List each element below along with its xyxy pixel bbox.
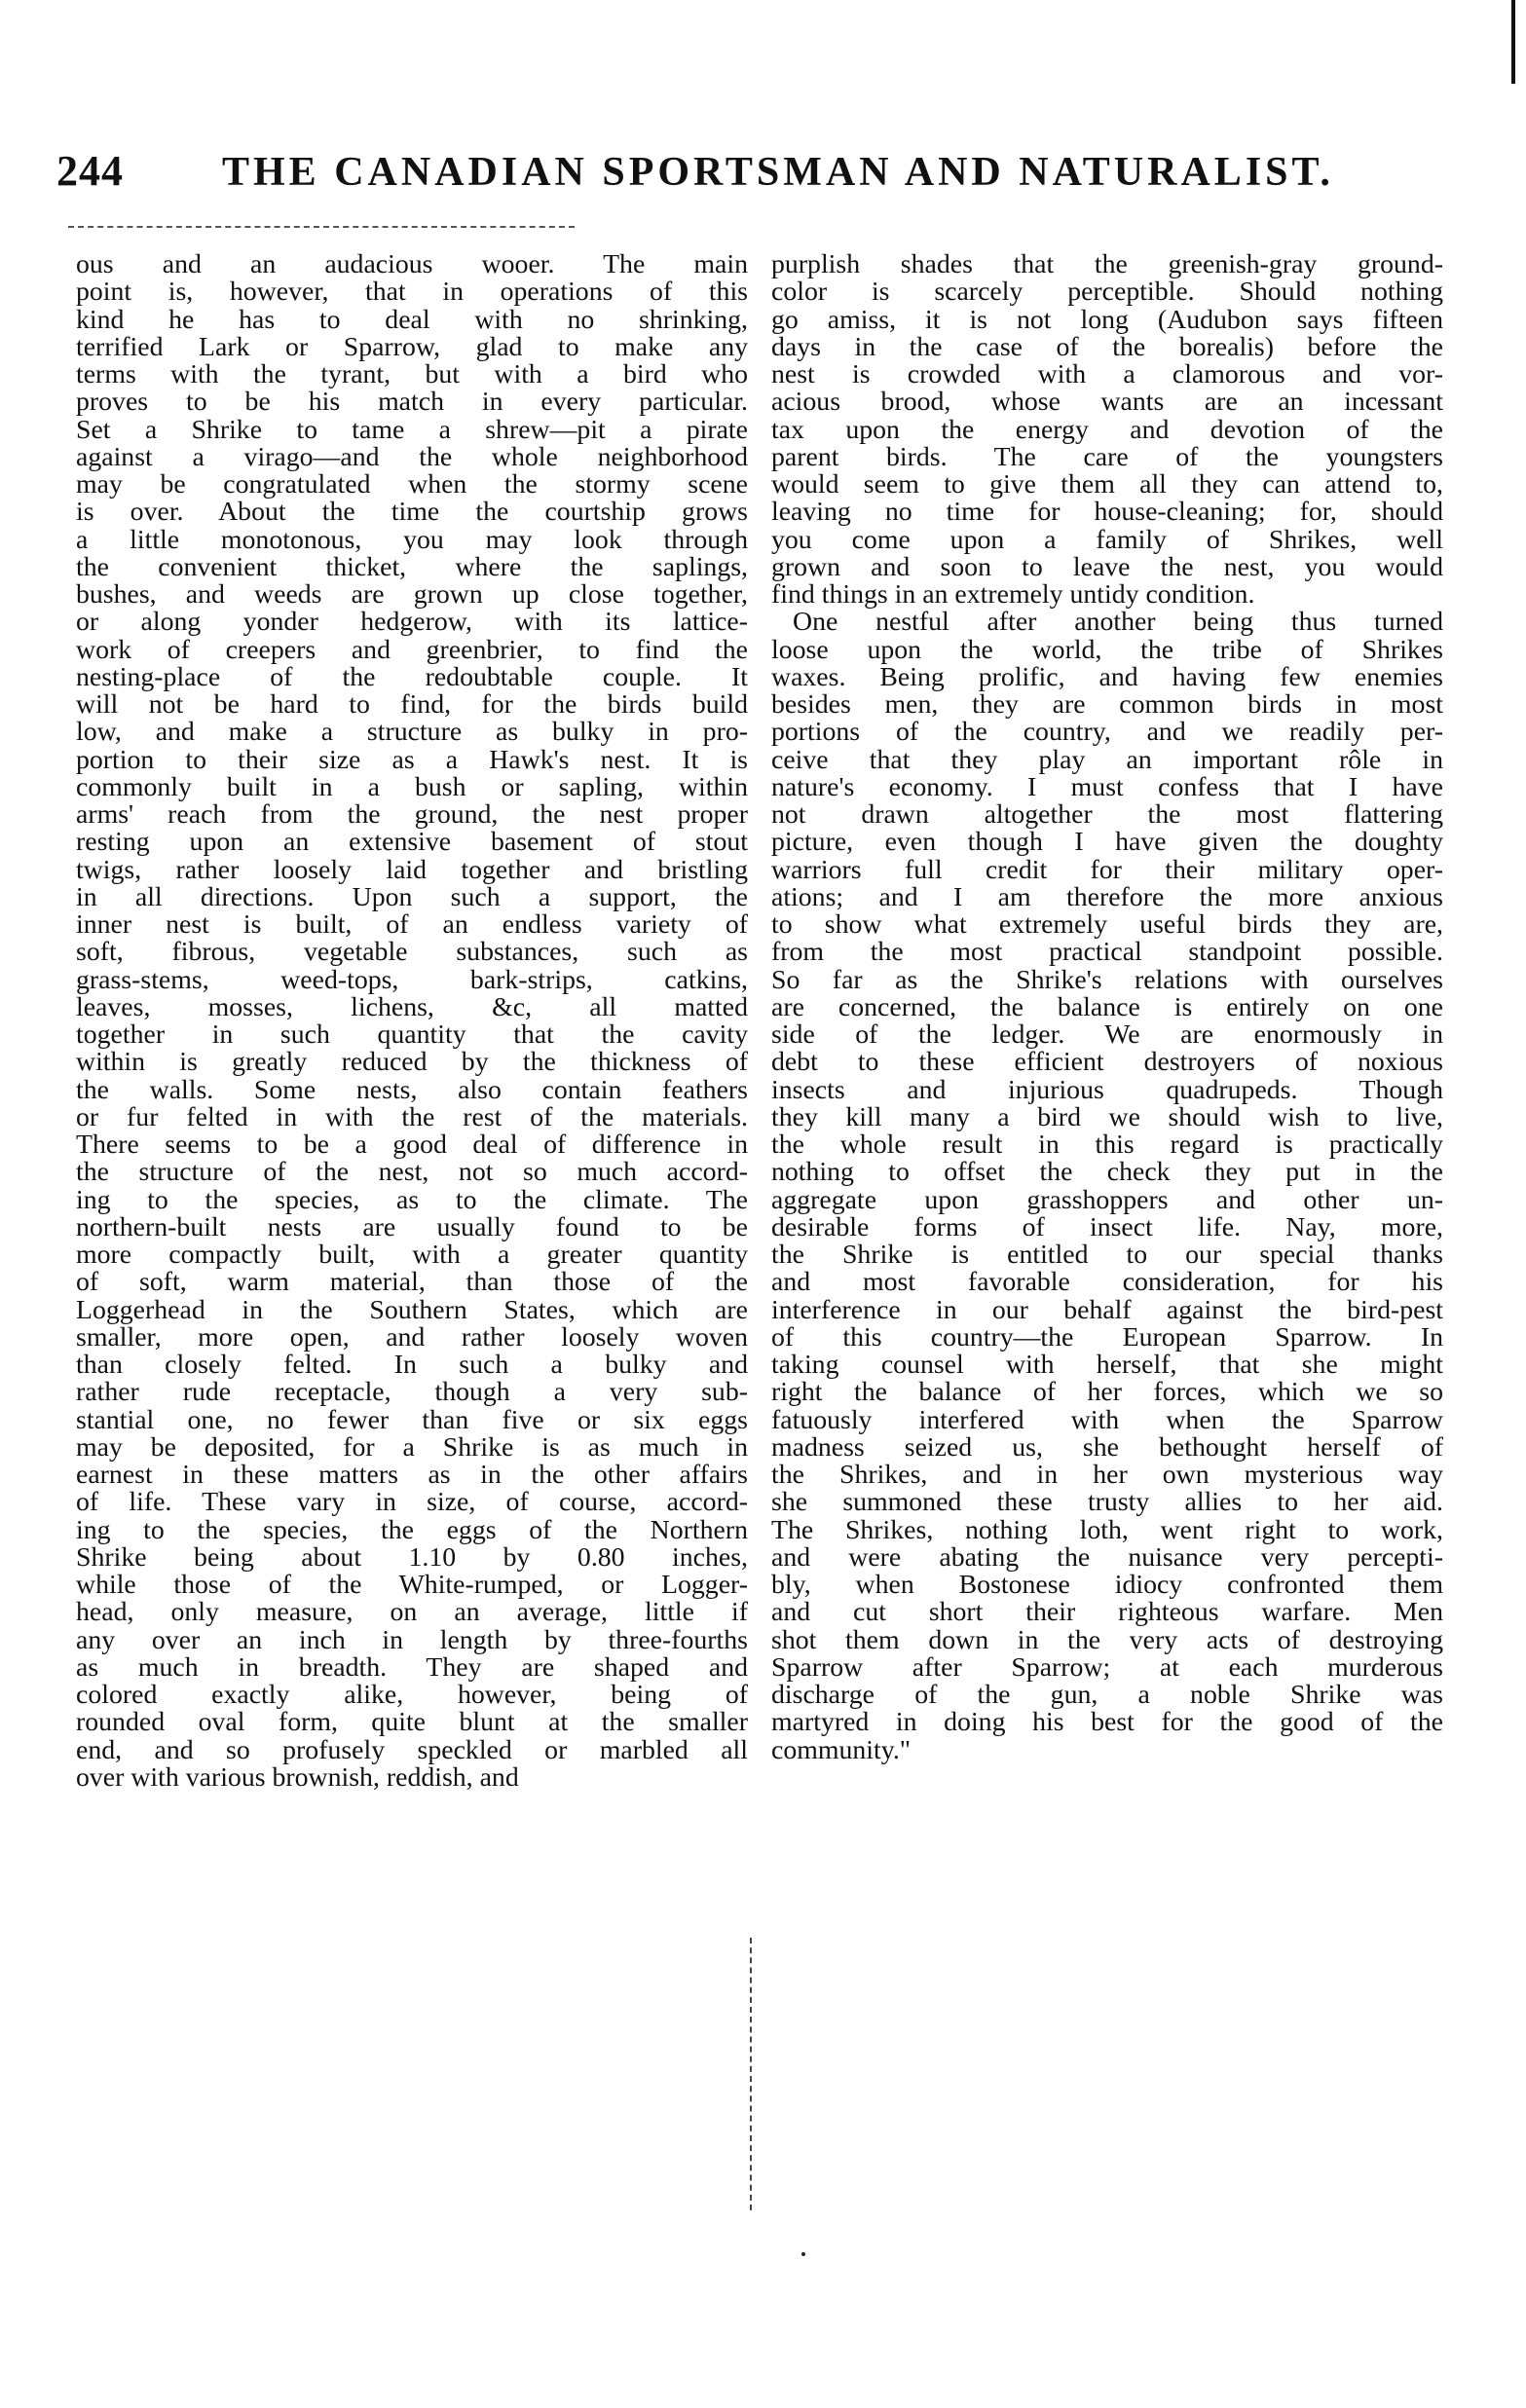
text-line: while those of the White-rumped, or Logger- [76, 1572, 748, 1600]
text-line: interference in our behalf against the bird-pest [771, 1296, 1443, 1324]
text-line: So far as the Shrike's relations with ourselves [771, 966, 1443, 994]
text-line: rather rude receptacle, though a very sub- [76, 1379, 748, 1407]
text-line: is over. About the time the courtship grows [76, 499, 748, 527]
page-header [56, 146, 1439, 214]
text-line: and most favorable consideration, for his [771, 1269, 1443, 1297]
text-line: Loggerhead in the Southern States, which are [76, 1296, 748, 1324]
text-line: ceive that they play an important rôle in [771, 746, 1443, 774]
footer-mark [801, 2252, 805, 2256]
text-line: they kill many a bird we should wish to live, [771, 1103, 1443, 1131]
text-line: against a virago—and the whole neighborhood [76, 443, 748, 471]
text-line: soft, fibrous, vegetable substances, such as [76, 939, 748, 967]
text-line: low, and make a structure as bulky in pro- [76, 719, 748, 747]
text-line: proves to be his match in every particular. [76, 389, 748, 417]
text-line: parent birds. The care of the youngsters [771, 443, 1443, 471]
text-line: or fur felted in with the rest of the materials. [76, 1103, 748, 1131]
text-line: taking counsel with herself, that she might [771, 1352, 1443, 1380]
left-column [76, 251, 748, 1792]
text-line: colored exactly alike, however, being of [76, 1682, 748, 1710]
text-line: stantial one, no fewer than five or six eggs [76, 1406, 748, 1434]
text-line: of soft, warm material, than those of the [76, 1269, 748, 1297]
text-line: of this country—the European Sparrow. In [771, 1323, 1443, 1352]
text-line: picture, even though I have given the doughty [771, 829, 1443, 857]
text-line: the whole result in this regard is practically [771, 1131, 1443, 1160]
text-line: go amiss, it is not long (Audubon says fifteen [771, 306, 1443, 334]
text-line: side of the ledger. We are enormously in [771, 1021, 1443, 1050]
text-line: aggregate upon grasshoppers and other un- [771, 1186, 1443, 1214]
text-line: days in the case of the borealis) before the [771, 333, 1443, 361]
text-line: rounded oval form, quite blunt at the smaller [76, 1709, 748, 1737]
column-divider [750, 1938, 752, 2210]
text-line: and cut short their righteous warfare. Men [771, 1599, 1443, 1627]
text-line: point is, however, that in operations of this [76, 278, 748, 307]
text-line: color is scarcely perceptible. Should nothing [771, 278, 1443, 307]
text-line: acious brood, whose wants are an incessant [771, 389, 1443, 417]
text-line: desirable forms of insect life. Nay, more, [771, 1213, 1443, 1241]
text-line: smaller, more open, and rather loosely woven [76, 1323, 748, 1352]
text-line: of life. These vary in size, of course, accord- [76, 1489, 748, 1517]
text-line: ing to the species, the eggs of the Northern [76, 1516, 748, 1544]
text-line: arms' reach from the ground, the nest proper [76, 801, 748, 830]
text-line: the Shrikes, and in her own mysterious way [771, 1462, 1443, 1490]
text-line: inner nest is built, of an endless variety of [76, 911, 748, 940]
page-number: 244 [56, 147, 124, 195]
text-line: grown and soon to leave the nest, you would [771, 553, 1443, 581]
text-line: portions of the country, and we readily per- [771, 719, 1443, 747]
text-line: right the balance of her forces, which we so [771, 1379, 1443, 1407]
text-line: not drawn altogether the most flattering [771, 801, 1443, 830]
text-line: find things in an extremely untidy condition. [771, 581, 1255, 610]
text-line: earnest in these matters as in the other affairs [76, 1462, 748, 1490]
text-line: fatuously interfered with when the Sparrow [771, 1406, 1443, 1434]
text-line: nature's economy. I must confess that I have [771, 773, 1443, 801]
text-line: terms with the tyrant, but with a bird who [76, 361, 748, 389]
header-rule [68, 226, 575, 230]
text-line: work of creepers and greenbrier, to find the [76, 636, 748, 664]
text-line: tax upon the energy and devotion of the [771, 416, 1443, 444]
text-line: debt to these efficient destroyers of noxious [771, 1049, 1443, 1077]
text-line: bushes, and weeds are grown up close together, [76, 581, 748, 610]
text-line: resting upon an extensive basement of stout [76, 829, 748, 857]
text-line: leaving no time for house-cleaning; for, should [771, 499, 1443, 527]
text-line: or along yonder hedgerow, with its lattice- [76, 609, 748, 637]
text-line: community." [771, 1736, 912, 1764]
text-line: Set a Shrike to tame a shrew—pit a pirate [76, 416, 748, 444]
page-edge-mark [1511, 0, 1515, 84]
text-line: are concerned, the balance is entirely on one [771, 993, 1443, 1021]
text-line: would seem to give them all they can attend to, [771, 471, 1443, 500]
text-line: a little monotonous, you may look through [76, 526, 748, 554]
text-line: may be deposited, for a Shrike is as much in [76, 1433, 748, 1462]
text-line: nesting-place of the redoubtable couple. It [76, 663, 748, 691]
text-line: bly, when Bostonese idiocy confronted them [771, 1572, 1443, 1600]
text-line: and were abating the nuisance very percepti- [771, 1543, 1443, 1572]
text-line: besides men, they are common birds in most [771, 691, 1443, 720]
text-line: One nestful after another being thus turned [793, 609, 1443, 637]
text-line: The Shrikes, nothing loth, went right to work, [771, 1516, 1443, 1544]
text-line: insects and injurious quadrupeds. Though [771, 1076, 1443, 1104]
text-line: together in such quantity that the cavity [76, 1021, 748, 1050]
text-line: within is greatly reduced by the thickness of [76, 1049, 748, 1077]
text-line: more compactly built, with a greater quantity [76, 1241, 748, 1270]
text-line: in all directions. Upon such a support, the [76, 883, 748, 911]
text-line: the Shrike is entitled to our special thanks [771, 1241, 1443, 1270]
text-line: to show what extremely useful birds they are, [771, 911, 1443, 940]
text-line: from the most practical standpoint possible. [771, 939, 1443, 967]
text-line: terrified Lark or Sparrow, glad to make any [76, 333, 748, 361]
text-line: as much in breadth. They are shaped and [76, 1653, 748, 1682]
text-line: ous and an audacious wooer. The main [76, 251, 748, 279]
text-line: portion to their size as a Hawk's nest. It is [76, 746, 748, 774]
running-title: THE CANADIAN SPORTSMAN AND NATURALIST. [222, 150, 1334, 195]
text-line: will not be hard to find, for the birds build [76, 691, 748, 720]
text-line: end, and so profusely speckled or marbled all [76, 1736, 748, 1764]
text-line: the walls. Some nests, also contain feathers [76, 1076, 748, 1104]
text-line: than closely felted. In such a bulky and [76, 1352, 748, 1380]
text-line: purplish shades that the greenish-gray ground- [771, 251, 1443, 279]
text-line: may be congratulated when the stormy scene [76, 471, 748, 500]
text-line: commonly built in a bush or sapling, within [76, 773, 748, 801]
text-line: warriors full credit for their military oper- [771, 856, 1443, 884]
text-line: Shrike being about 1.10 by 0.80 inches, [76, 1543, 748, 1572]
text-line: discharge of the gun, a noble Shrike was [771, 1682, 1443, 1710]
text-line: loose upon the world, the tribe of Shrikes [771, 636, 1443, 664]
text-line: ing to the species, as to the climate. The [76, 1186, 748, 1214]
text-line: martyred in doing his best for the good of the [771, 1709, 1443, 1737]
text-line: nest is crowded with a clamorous and vor- [771, 361, 1443, 389]
text-line: There seems to be a good deal of difference in [76, 1131, 748, 1160]
text-line: Sparrow after Sparrow; at each murderous [771, 1653, 1443, 1682]
text-line: waxes. Being prolific, and having few enemies [771, 663, 1443, 691]
text-line: grass-stems, weed-tops, bark-strips, catkins, [76, 966, 748, 994]
text-line: head, only measure, on an average, little if [76, 1599, 748, 1627]
text-line: you come upon a family of Shrikes, well [771, 526, 1443, 554]
text-line: any over an inch in length by three-fourths [76, 1626, 748, 1654]
text-line: northern-built nests are usually found to be [76, 1213, 748, 1241]
text-line: kind he has to deal with no shrinking, [76, 306, 748, 334]
text-line: shot them down in the very acts of destroying [771, 1626, 1443, 1654]
text-line: she summoned these trusty allies to her aid. [771, 1489, 1443, 1517]
text-line: over with various brownish, reddish, and [76, 1763, 519, 1792]
text-line: the structure of the nest, not so much accord- [76, 1159, 748, 1187]
text-line: leaves, mosses, lichens, &c, all matted [76, 993, 748, 1021]
text-line: twigs, rather loosely laid together and bristling [76, 856, 748, 884]
text-line: ations; and I am therefore the more anxious [771, 883, 1443, 911]
text-line: madness seized us, she bethought herself of [771, 1433, 1443, 1462]
text-line: the convenient thicket, where the saplings, [76, 553, 748, 581]
right-column [771, 251, 1443, 1764]
text-line: nothing to offset the check they put in the [771, 1159, 1443, 1187]
